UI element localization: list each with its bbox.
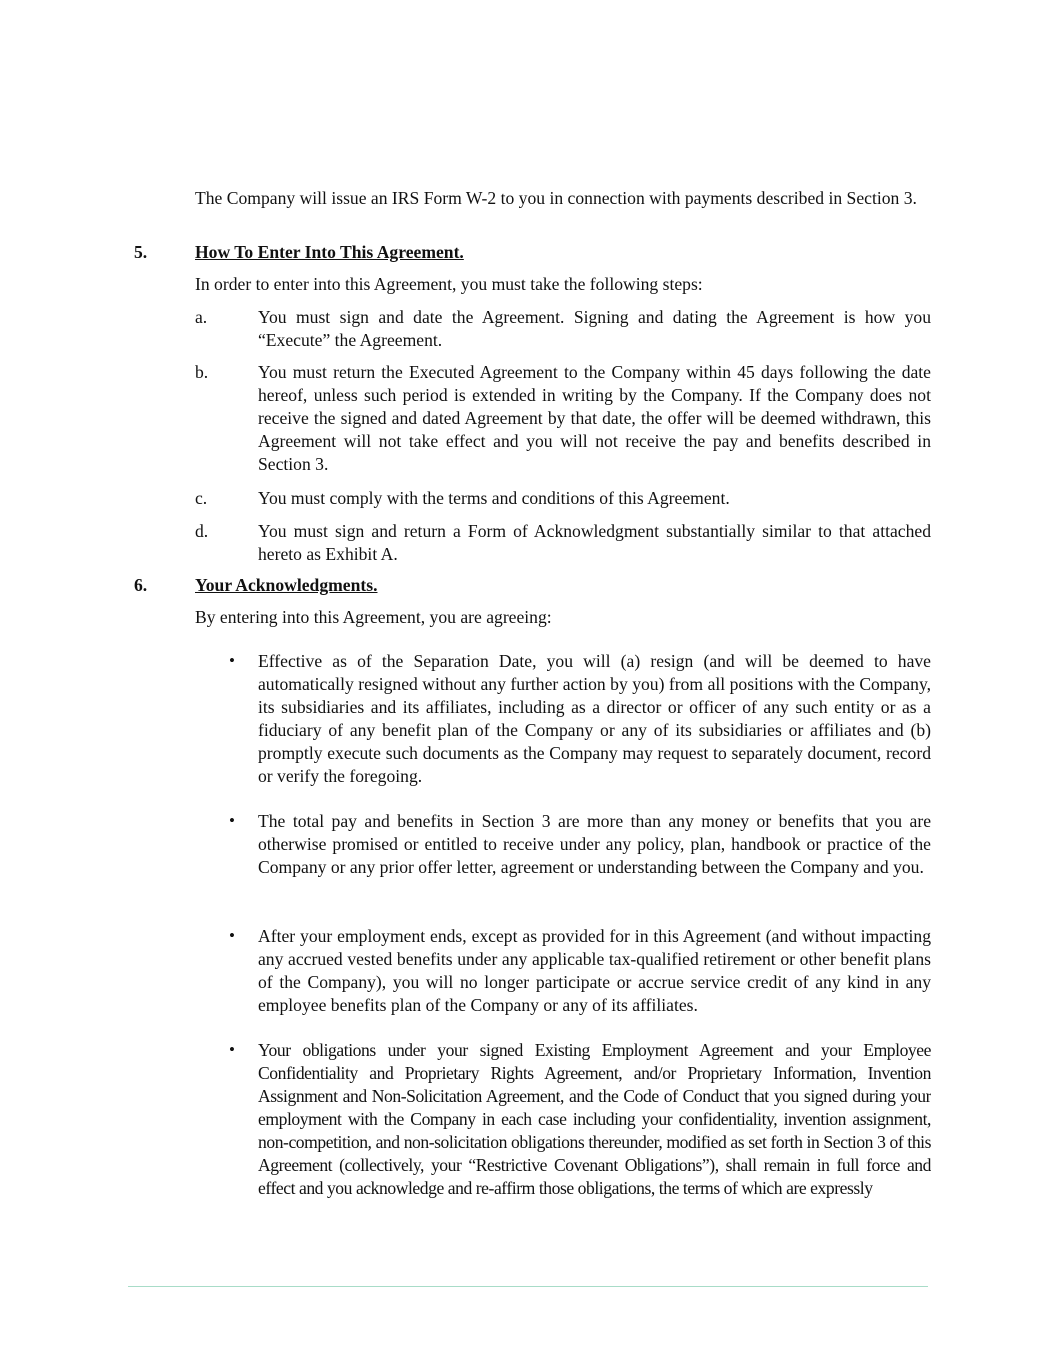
- step-b-text: You must return the Executed Agreement to the Company within 45 days following the date hereof, unless such period is extended in writing by the Company. If the Company does not receive the signed and dated Agreement by that date, the offer will be deemed withdrawn, this Agreement will not take effect and you will not receive the pay and benefits described in Section 3.: [258, 362, 931, 474]
- step-a-letter: a.: [195, 307, 208, 327]
- intro-paragraph: The Company will issue an IRS Form W-2 to you in connection with payments described in Section 3.: [195, 188, 917, 208]
- step-b-letter: b.: [195, 362, 209, 382]
- section-6-intro: By entering into this Agreement, you are agreeing:: [195, 607, 552, 627]
- step-d-text: You must sign and return a Form of Acknowledgment substantially similar to that attached hereto as Exhibit A.: [258, 521, 931, 564]
- bullet-1-text: Effective as of the Separation Date, you will (a) resign (and will be deemed to have automatically resigned without any further action by you) from all positions with the Company, its subsidiaries and its affiliates, including as a director or officer of any such entity or as a fiduciary of any benefit plan of the Company or any of its subsidiaries or affiliates and (b) promptly execute such documents as the Company may request to separately document, record or verify the foregoing.: [258, 651, 931, 786]
- step-c-text: You must comply with the terms and conditions of this Agreement.: [258, 488, 730, 508]
- bullet-2-text: The total pay and benefits in Section 3 are more than any money or benefits that you are otherwise promised or entitled to receive under any policy, plan, handbook or practice of the Company or any prior offer letter, agreement or understanding between the Company and you.: [258, 811, 931, 877]
- section-5-intro: In order to enter into this Agreement, you must take the following steps:: [195, 274, 703, 294]
- step-a-text: You must sign and date the Agreement. Signing and dating the Agreement is how you “Execute” the Agreement.: [258, 307, 931, 350]
- step-c-letter: c.: [195, 488, 208, 508]
- section-5-number: 5.: [134, 242, 148, 262]
- section-6-number: 6.: [134, 575, 148, 595]
- bullet-4-text: Your obligations under your signed Existing Employment Agreement and your Employee Confidentiality and Proprietary Rights Agreement, and/or Proprietary Information, Invention Assignment and Non-Solicitation Agreement, and the Code of Conduct that you signed during your employment with the Company in each case including your confidentiality, invention assignment, non-competition, and non-solicitation obligations thereunder, modified as set forth in Section 3 of this Agreement (collectively, your “Restrictive Covenant Obligations”), shall remain in full force and effect and you acknowledge and re-affirm those obligations, the terms of which are expressly: [258, 1040, 931, 1198]
- step-d-letter: d.: [195, 521, 209, 541]
- bullet-2-marker: •: [229, 811, 235, 830]
- bullet-3-text: After your employment ends, except as provided for in this Agreement (and without impacting any accrued vested benefits under any applicable tax-qualified retirement or other benefit plans of the Company), you will no longer participate or accrue service credit of any kind in any employee benefits plan of the Company or any of its affiliates.: [258, 926, 931, 1015]
- bullet-1-marker: •: [229, 651, 235, 670]
- section-5-heading: How To Enter Into This Agreement.: [195, 242, 464, 262]
- bullet-4-marker: •: [229, 1040, 235, 1059]
- section-6-heading: Your Acknowledgments.: [195, 575, 378, 595]
- footer-divider: [128, 1286, 928, 1287]
- bullet-3-marker: •: [229, 926, 235, 945]
